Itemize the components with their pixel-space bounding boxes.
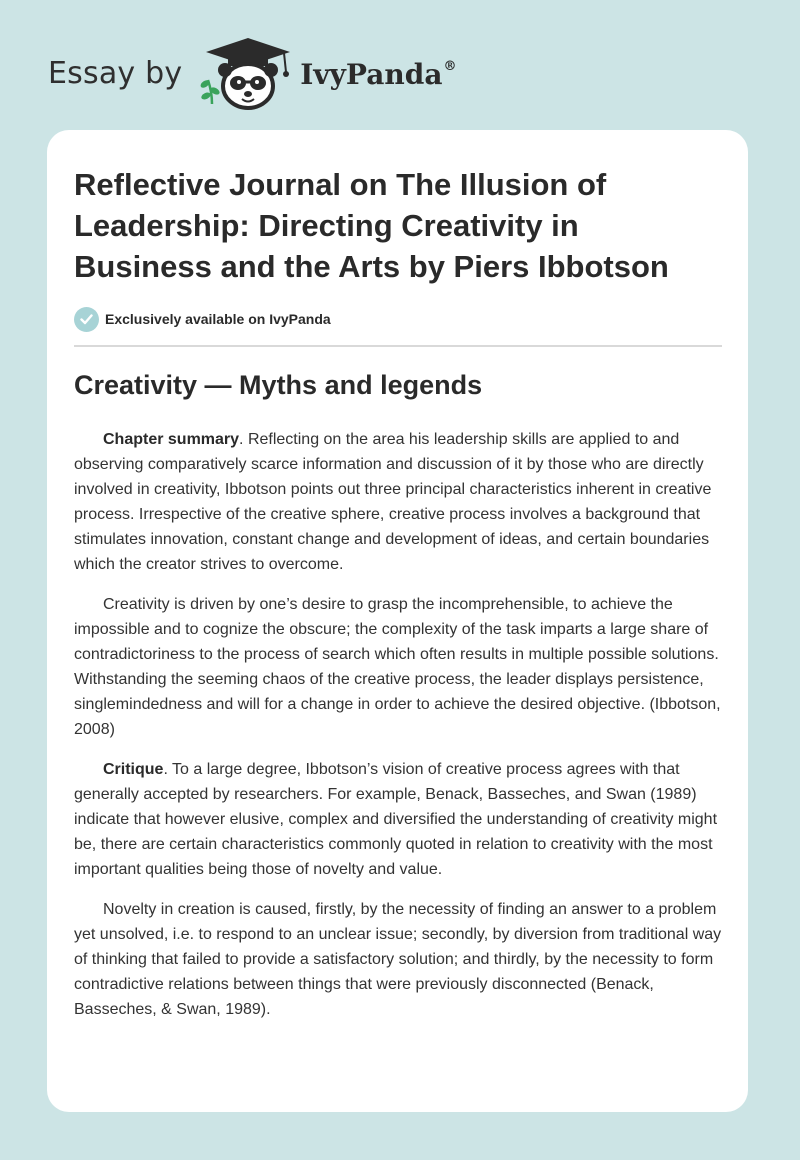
- page-title: Reflective Journal on The Illusion of Leadership: Directing Creativity in Business and the Arts by Piers Ibbotson: [74, 167, 669, 284]
- panda-logo-icon[interactable]: [198, 36, 298, 112]
- brand-name[interactable]: IvyPanda®: [300, 57, 457, 91]
- divider: [74, 345, 722, 347]
- paragraph: [74, 592, 726, 742]
- section-heading: Creativity — Myths and legends: [74, 370, 483, 400]
- exclusive-badge: [74, 306, 331, 332]
- paragraph-text: . Reflecting on the area his leadership skills are applied to and observing comparatively scarce information and discussion of it by those who are directly involved in creativity, Ibbotson points out three principal characteristics inherent in creative process. Irrespective of the creative sphere, creative process involves a background that stimulates innovation, constant change and development of ideas, and certain boundaries which the creator strives to overcome.: [74, 431, 712, 573]
- paragraph: [74, 897, 726, 1022]
- essay-by-label: Essay by: [48, 56, 183, 91]
- essay-card: [47, 130, 748, 1112]
- paragraph: [74, 757, 726, 882]
- paragraph: [74, 427, 726, 577]
- essay-body: [74, 427, 726, 1037]
- paragraph-text: . To a large degree, Ibbotson’s vision of creative process agrees with that generally accepted by researchers. For example, Benack, Basseches, and Swan (1989) indicate that however elusive, complex and diversified the understanding of creativity might be, there are certain characteristics commonly quoted in relation to creativity with the most important qualities being those of novelty and value.: [74, 761, 718, 878]
- paragraph-text: Creativity is driven by one’s desire to grasp the incomprehensible, to achieve the impossible and to cognize the obscure; the complexity of the task imparts a large share of contradictoriness to the process of search which often results in multiple possible solutions. Withstanding the seeming chaos of the creative process, the leader displays persistence, singlemindedness and will for a change in order to achieve the desired objective. (Ibbotson, 2008): [74, 596, 721, 738]
- check-icon: [74, 307, 99, 332]
- paragraph-text: Novelty in creation is caused, firstly, by the necessity of finding an answer to a problem yet unsolved, i.e. to respond to an unclear issue; secondly, by diversion from traditional way of thinking that failed to provide a satisfactory solution; and thirdly, by the necessity to form contradictive relations between things that were previously disconnected (Benack, Basseches, & Swan, 1989).: [74, 901, 722, 1018]
- registered-mark: ®: [443, 58, 457, 74]
- badge-label: Exclusively available on IvyPanda: [105, 311, 331, 327]
- paragraph-lead: Chapter summary: [103, 431, 240, 448]
- site-header: [48, 36, 456, 112]
- paragraph-lead: Critique: [103, 761, 164, 778]
